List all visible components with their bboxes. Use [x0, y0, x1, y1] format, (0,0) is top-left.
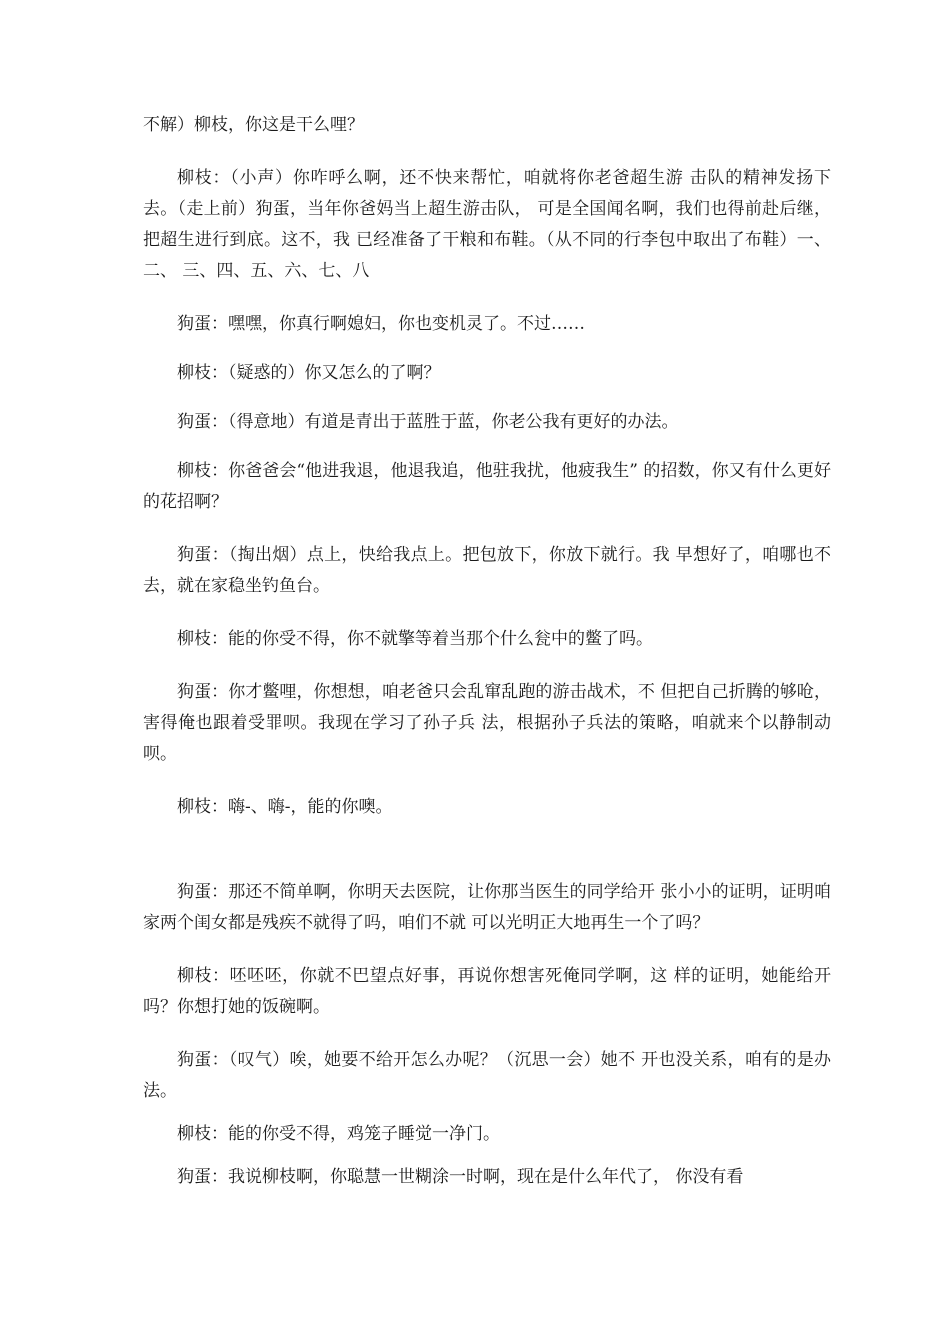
dialogue-liuzhi: 柳枝：（疑惑的）你又怎么的了啊？: [177, 363, 441, 383]
dialogue-liuzhi: 柳枝：你爸爸会“他进我退，他退我追，他驻我扰，他疲我生” 的招数，你又有什么更好的花招啊？: [143, 461, 831, 512]
dialogue-goudan: 狗蛋：嘿嘿，你真行啊媳妇，你也变机灵了。不过……: [177, 314, 585, 334]
dialogue-liuzhi: 柳枝：呸呸呸，你就不巴望点好事，再说你想害死俺同学啊，这 样的证明，她能给开吗？你想打她的饭碗啊。: [143, 966, 831, 1017]
dialogue-goudan: 狗蛋：（掏出烟）点上，快给我点上。把包放下，你放下就行。我 早想好了，咱哪也不去，就在家稳坐钓鱼台。: [143, 545, 831, 596]
document-page: [143, 110, 831, 1193]
dialogue-liuzhi: 柳枝：能的你受不得，鸡笼子睡觉一净门。: [177, 1124, 500, 1144]
dialogue-goudan: 狗蛋：（得意地）有道是青出于蓝胜于蓝，你老公我有更好的办法。: [177, 412, 679, 432]
dialogue-liuzhi: 柳枝：能的你受不得，你不就擎等着当那个什么瓮中的鳖了吗。: [177, 629, 653, 649]
dialogue-liuzhi: 柳枝：（小声）你咋呼么啊，还不快来帮忙，咱就将你老爸超生游 击队的精神发扬下去。（走上前）狗蛋，当年你爸妈当上超生游击队， 可是全国闻名啊，我们也得前赴后继，把超生进行到底。这不，我 已经准备了干粮和布鞋。（从不同的行李包中取出了布鞋）一、二、 三、四、五、六、七、八: [143, 168, 831, 281]
dialogue-goudan: 狗蛋：我说柳枝啊，你聪慧一世糊涂一时啊，现在是什么年代了， 你没有看: [177, 1167, 744, 1187]
paragraph-continuation: 不解）柳枝，你这是干么哩？: [143, 115, 364, 135]
dialogue-goudan: 狗蛋：那还不简单啊，你明天去医院，让你那当医生的同学给开 张小小的证明，证明咱家两个闺女都是残疾不就得了吗，咱们不就 可以光明正大地再生一个了吗？: [143, 882, 831, 933]
dialogue-goudan: 狗蛋：（叹气）唉，她要不给开怎么办呢？（沉思一会）她不 开也没关系，咱有的是办法。: [143, 1050, 831, 1101]
dialogue-liuzhi: 柳枝：嗨-、嗨-，能的你噢。: [177, 797, 393, 817]
dialogue-goudan: 狗蛋：你才鳖哩，你想想，咱老爸只会乱窜乱跑的游击战术，不 但把自己折腾的够呛，害得俺也跟着受罪呗。我现在学习了孙子兵 法，根据孙子兵法的策略，咱就来个以静制动呗。: [143, 682, 831, 764]
